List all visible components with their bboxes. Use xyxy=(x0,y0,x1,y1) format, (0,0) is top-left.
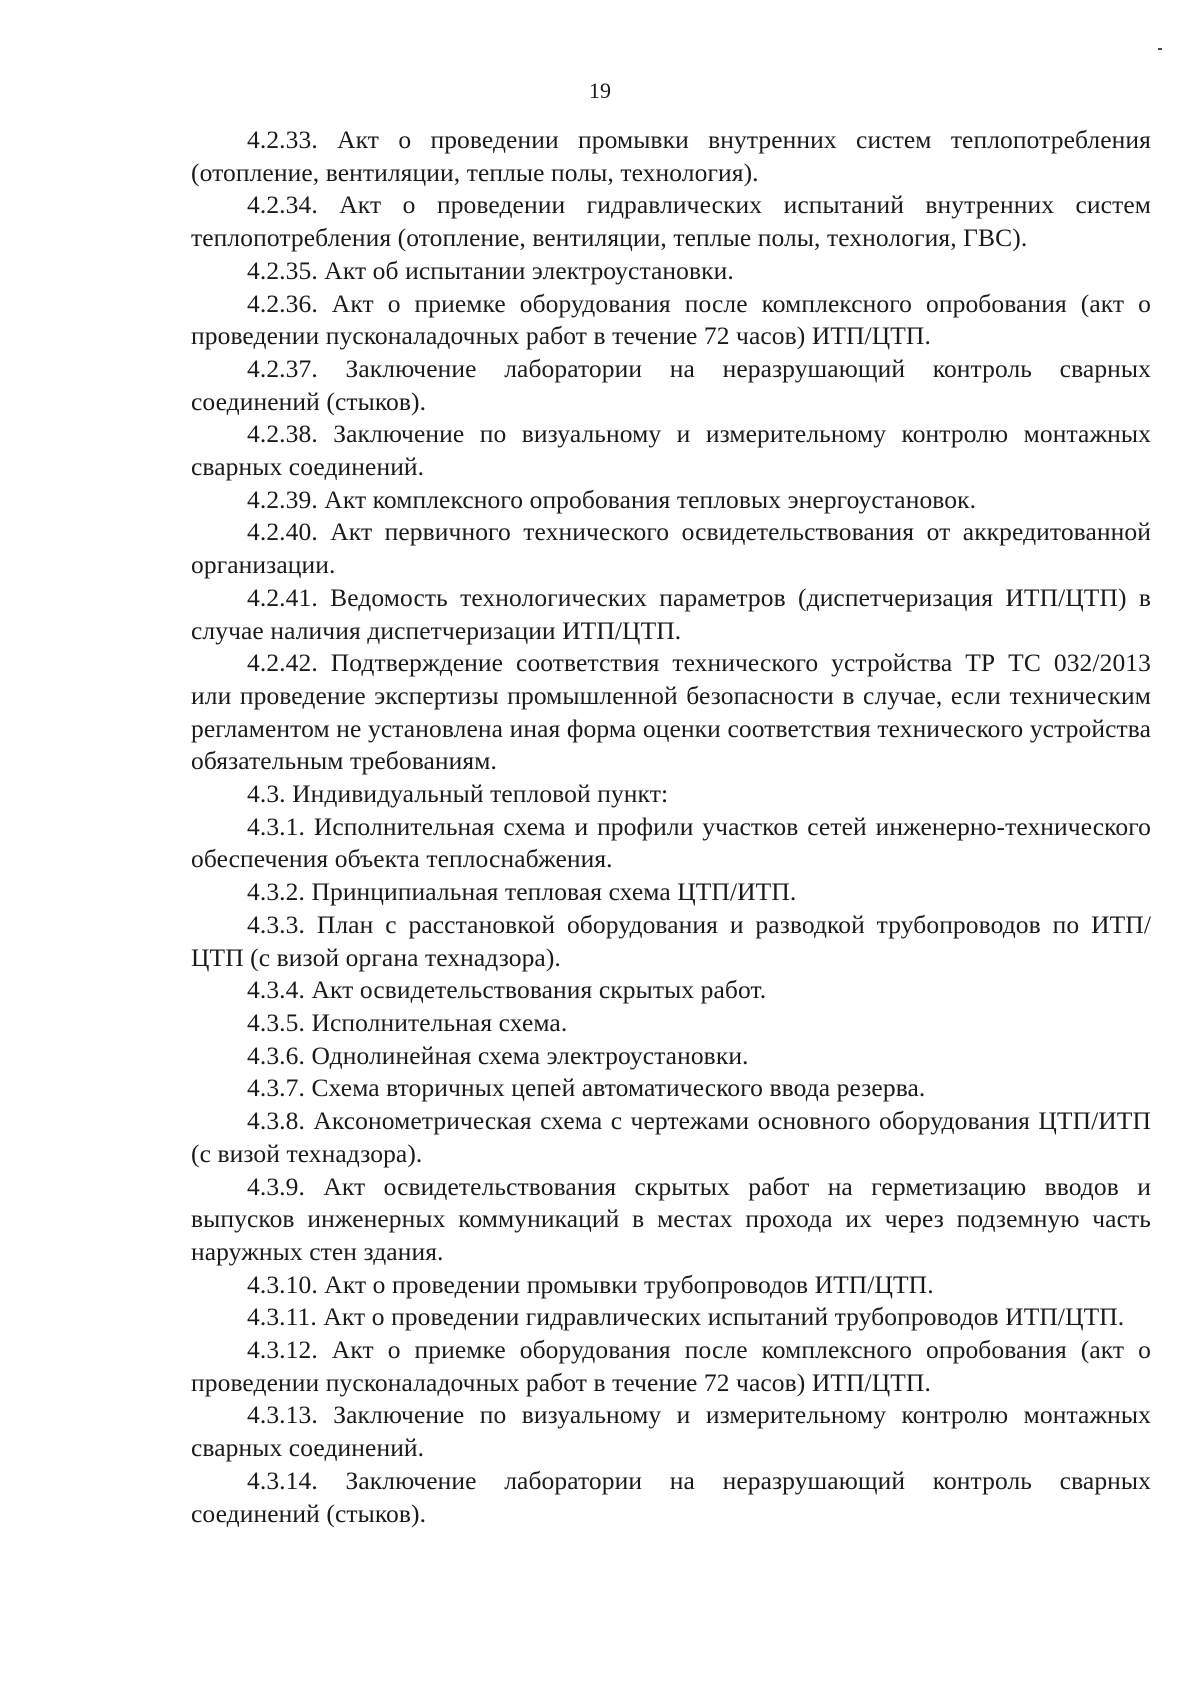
item-4-3-11: 4.3.11. Акт о проведении гидравлических испытаний трубопроводов ИТП/ЦТП. xyxy=(247,1302,1125,1332)
item-4-2-41: 4.2.41. Ведомость технологических параметров (диспетчеризация ИТП/ЦТП) в случае наличия диспетчеризации ИТП/ЦТП. xyxy=(191,582,1151,645)
item-4-3-12: 4.3.12. Акт о приемке оборудования после комплексного опробования (акт о проведении пусконаладочных работ в течение 72 часов) ИТП/ЦТП. xyxy=(191,1335,1151,1397)
item-4-3-3: 4.3.3. План с расстановкой оборудования и разводкой трубопроводов по ИТП/ЦТП (с визой органа технадзора). xyxy=(191,909,1151,972)
item-4-3-14: 4.3.14. Заключение лаборатории на неразрушающий контроль сварных соединений (стыков). xyxy=(191,1465,1151,1528)
item-4-3-13: 4.3.13. Заключение по визуальному и измерительному контролю монтажных сварных соединений. xyxy=(191,1400,1151,1463)
item-4-3-1: 4.3.1. Исполнительная схема и профили участков сетей инженерно-технического обеспечения объекта теплоснабжения. xyxy=(191,811,1151,874)
page-number: 19 xyxy=(589,78,611,103)
item-4-3-7: 4.3.7. Схема вторичных цепей автоматического ввода резерва. xyxy=(247,1073,926,1103)
item-4-2-38: 4.2.38. Заключение по визуальному и измерительному контролю монтажных сварных соединений. xyxy=(191,419,1151,482)
scan-mark xyxy=(1158,48,1162,50)
item-4-3-8: 4.3.8. Аксонометрическая схема с чертежами основного оборудования ЦТП/ИТП (с визой технадзора). xyxy=(191,1106,1151,1168)
item-4-3-10: 4.3.10. Акт о проведении промывки трубопроводов ИТП/ЦТП. xyxy=(247,1269,934,1299)
item-4-2-39: 4.2.39. Акт комплексного опробования тепловых энергоустановок. xyxy=(247,484,977,514)
item-4-2-34: 4.2.34. Акт о проведении гидравлических испытаний внутренних систем теплопотребления (отопление, вентиляции, теплые полы, технология, ГВС). xyxy=(191,190,1151,253)
item-4-2-40: 4.2.40. Акт первичного технического освидетельствования от аккредитованной организации. xyxy=(191,517,1151,580)
item-4-3-2: 4.3.2. Принципиальная тепловая схема ЦТП/ИТП. xyxy=(247,877,797,907)
item-4-2-36: 4.2.36. Акт о приемке оборудования после комплексного опробования (акт о проведении пусконаладочных работ в течение 72 часов) ИТП/ЦТП. xyxy=(191,288,1151,351)
item-4-2-37: 4.2.37. Заключение лаборатории на неразрушающий контроль сварных соединений (стыков). xyxy=(191,353,1151,416)
item-4-3-5: 4.3.5. Исполнительная схема. xyxy=(247,1007,568,1037)
document-body xyxy=(191,124,1151,1530)
item-4-3-9: 4.3.9. Акт освидетельствования скрытых работ на герметизацию вводов и выпусков инженерных коммуникаций в местах прохода их через подземную часть наружных стен здания. xyxy=(191,1171,1151,1266)
item-4-2-42: 4.2.42. Подтверждение соответствия технического устройства ТР ТС 032/2013 или проведение экспертизы промышленной безопасности в случае, если техническим регламентом не установлена иная форма оценки соответствия технического устройства обязательным требованиям. xyxy=(191,648,1151,776)
item-4-2-33: 4.2.33. Акт о проведении промывки внутренних систем теплопотребления (отопление, вентиляции, теплые полы, технология). xyxy=(191,125,1151,187)
item-4-3-6: 4.3.6. Однолинейная схема электроустановки. xyxy=(247,1040,749,1070)
item-4-2-35: 4.2.35. Акт об испытании электроустановки. xyxy=(247,255,734,285)
section-4-3-heading: 4.3. Индивидуальный тепловой пункт: xyxy=(247,779,669,809)
item-4-3-4: 4.3.4. Акт освидетельствования скрытых работ. xyxy=(247,975,767,1005)
